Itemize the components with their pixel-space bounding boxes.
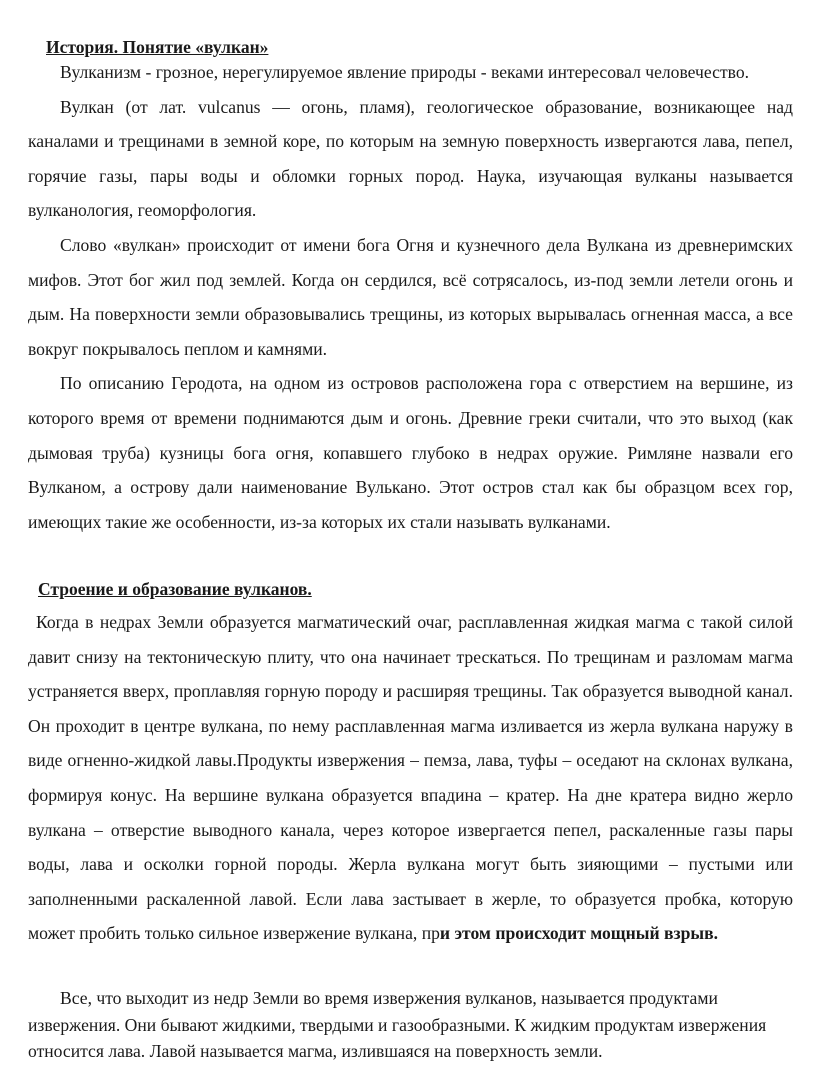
paragraph-formation-text: Когда в недрах Земли образуется магматический очаг, расплавленная жидкая магма с такой силой давит снизу на тектоническую плиту, что она начинает трескаться. По трещинам и разломам магма устраняется вверх, проплавляя горную породу и расширяя трещины. Так образуется выводной канал. Он проходит в центре вулкана, по нему расплавленная магма изливается из жерла вулкана наружу в виде огненно-жидкой лавы.Продукты извержения – пемза, лава, туфы – оседают на склонах вулкана, формируя конус. На вершине вулкана образуется впадина – кратер. На дне кратера видно жерло вулкана – отверстие выводного канала, через которое извергается пепел, раскаленные газы пары воды, лава и осколки горной породы. Жерла вулкана могут быть зияющими – пустыми или заполненными раскаленной лавой. Если лава застывает в жерле, то образуется пробка, которую может пробить только сильное извержение вулкана, пр — [28, 612, 793, 944]
paragraph-formation-bold: и этом происходит мощный взрыв. — [439, 923, 719, 944]
paragraph-eruption-products: Все, что выходит из недр Земли во время извержения вулканов, называется продуктами извержения. Они бывают жидкими, твердыми и газообразными. К жидким продуктам извержения относится лава. Лавой называется магма, излившаяся на поверхность земли. — [28, 988, 767, 1061]
section-heading-structure: Строение и образование вулканов. — [38, 579, 312, 599]
section-history-body — [28, 55, 793, 539]
paragraph-volcano-definition: Вулкан (от лат. vulcanus — огонь, пламя), геологическое образование, возникающее над каналами и трещинами в земной коре, по которым на земную поверхность извергаются лава, пепел, горячие газы, пары воды и обломки горных пород. Наука, изучающая вулканы называется вулканология, геоморфология. — [28, 96, 793, 221]
section-heading-history: История. Понятие «вулкан» — [46, 37, 269, 57]
paragraph-herodotus: По описанию Геродота, на одном из островов расположена гора с отверстием на вершине, из которого время от времени поднимаются дым и огонь. Древние греки считали, что это выход (как дымовая труба) кузницы бога огня, копавшего глубоко в недрах оружие. Римляне назвали его Вулканом, а острову дали наименование Вулькано. Этот остров стал как бы образцом всех гор, имеющих такие же особенности, из-за которых их стали называть вулканами. — [28, 373, 793, 532]
paragraph-word-origin: Слово «вулкан» происходит от имени бога Огня и кузнечного дела Вулкана из древнеримских мифов. Этот бог жил под землей. Когда он сердился, всё сотрясалось, из-под земли летели огонь и дым. На поверхности земли образовывались трещины, из которых вырывалась огненная масса, а все вокруг покрывалось пеплом и камнями. — [28, 234, 793, 359]
paragraph-formation — [28, 605, 793, 951]
paragraph-volcanism: Вулканизм - грозное, нерегулируемое явление природы - веками интересовал человечество. — [60, 62, 750, 82]
